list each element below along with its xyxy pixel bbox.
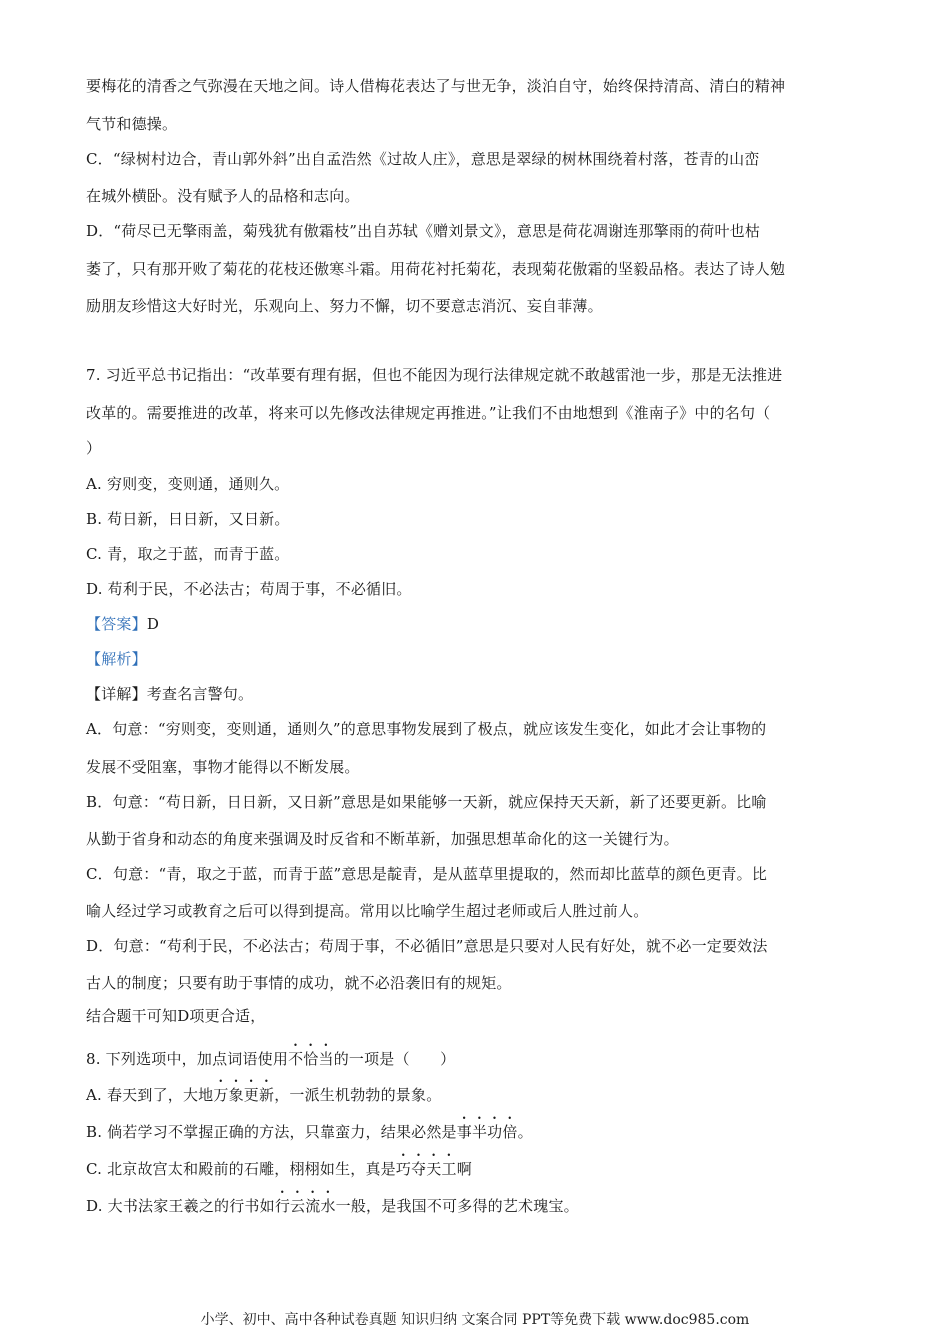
q8-stem-text: 的一项是（ ） <box>333 1050 456 1068</box>
text-line: 励朋友珍惜这大好时光，乐观向上、努力不懈，切不要意志消沉、妄自菲薄。 <box>86 297 603 315</box>
question-8-option-a <box>86 1077 864 1105</box>
q8-c-text: 啊 <box>456 1160 472 1178</box>
question-8-option-c <box>86 1151 864 1179</box>
q8-d-dotted: 行云流水 <box>274 1197 336 1215</box>
conclusion-line: 结合题干可知D项更合适， <box>86 1007 266 1025</box>
analysis-line <box>86 649 864 669</box>
question-7-option-a: A. 穷则变，变则通，通则久。 <box>86 475 290 493</box>
question-7-stem: 7. 习近平总书记指出：“改革要有理有据，但也不能因为现行法律规定就不敢越雷池一步，那是无法推进 <box>86 366 783 384</box>
question-7-stem: ） <box>86 439 102 457</box>
detail-option-d: D．句意：“苟利于民，不必法古；苟周于事，不必循旧”意思是只要对人民有好处，就不必一定要效法 <box>86 937 768 955</box>
q8-b-text: B. 倘若学习不掌握正确的方法，只靠蛮力，结果必然是 <box>86 1123 457 1141</box>
text-line: 要梅花的清香之气弥漫在天地之间。诗人借梅花表达了与世无争，淡泊自守，始终保持清高、清白的精神 <box>86 77 786 95</box>
question-8-option-d <box>86 1188 864 1216</box>
q8-a-text: ，一派生机勃勃的景象。 <box>274 1086 442 1104</box>
detail-option-a: A．句意：“穷则变，变则通，通则久”的意思事物发展到了极点，就应该发生变化，如此才会让事物的 <box>86 720 767 738</box>
option-d-explanation: D．“荷尽已无擎雨盖，菊残犹有傲霜枝”出自苏轼《赠刘景文》，意思是荷花凋谢连那擎雨的荷叶也枯 <box>86 222 761 240</box>
question-8-option-b <box>86 1114 864 1142</box>
text-line: 气节和德操。 <box>86 115 178 133</box>
question-7-stem: 改革的。需要推进的改革，将来可以先修改法律规定再推进。”让我们不由地想到《淮南子》中的名句（ <box>86 404 771 422</box>
question-7-option-c: C. 青，取之于蓝，而青于蓝。 <box>86 545 290 563</box>
text-line: 在城外横卧。没有赋予人的品格和志向。 <box>86 187 360 205</box>
answer-label: 【答案】 <box>86 615 147 633</box>
question-8-stem <box>86 1041 864 1069</box>
text-line: 古人的制度；只要有助于事情的成功，就不必沿袭旧有的规矩。 <box>86 974 512 992</box>
q8-d-text: 一般，是我国不可多得的艺术瑰宝。 <box>335 1197 579 1215</box>
page-footer: 小学、初中、高中各种试卷真题 知识归纳 文案合同 PPT等免费下载 www.doc985.com <box>200 1312 750 1328</box>
answer-value: D <box>146 615 160 633</box>
question-7-option-d: D. 苟利于民，不必法古；苟周于事，不必循旧。 <box>86 580 412 598</box>
option-c-explanation: C．“绿树村边合，青山郭外斜”出自孟浩然《过故人庄》，意思是翠绿的树林围绕着村落，苍青的山峦 <box>86 150 760 168</box>
q8-stem-dotted: 不恰当 <box>288 1050 334 1068</box>
text-line: 萎了，只有那开败了菊花的花枝还傲寒斗霜。用荷花衬托菊花，表现菊花傲霜的坚毅品格。表达了诗人勉 <box>86 260 786 278</box>
question-7-option-b: B. 苟日新，日日新，又日新。 <box>86 510 290 528</box>
q8-c-text: C. 北京故宫太和殿前的石雕，栩栩如生，真是 <box>86 1160 396 1178</box>
q8-a-dotted: 万象更新 <box>213 1086 275 1104</box>
text-line: 发展不受阻塞，事物才能得以不断发展。 <box>86 758 360 776</box>
detail-option-b: B．句意：“苟日新，日日新，又日新”意思是如果能够一天新，就应保持天天新，新了还要更新。比喻 <box>86 793 767 811</box>
detail-option-c: C．句意：“青，取之于蓝，而青于蓝”意思是靛青，是从蓝草里提取的，然而却比蓝草的颜色更青。比 <box>86 865 768 883</box>
detail-heading: 【详解】考查名言警句。 <box>86 685 254 703</box>
q8-a-text: A. 春天到了，大地 <box>86 1086 214 1104</box>
q8-c-dotted: 巧夺天工 <box>395 1160 457 1178</box>
q8-stem-text: 8. 下列选项中，加点词语使用 <box>86 1050 289 1068</box>
analysis-label: 【解析】 <box>86 650 147 668</box>
text-line: 从勤于省身和动态的角度来强调及时反省和不断革新，加强思想革命化的这一关键行为。 <box>86 830 679 848</box>
q8-d-text: D. 大书法家王羲之的行书如 <box>86 1197 275 1215</box>
q8-b-text: 。 <box>517 1123 533 1141</box>
q8-b-dotted: 事半功倍 <box>456 1123 518 1141</box>
text-line: 喻人经过学习或教育之后可以得到提高。常用以比喻学生超过老师或后人胜过前人。 <box>86 902 649 920</box>
answer-line <box>86 614 864 634</box>
